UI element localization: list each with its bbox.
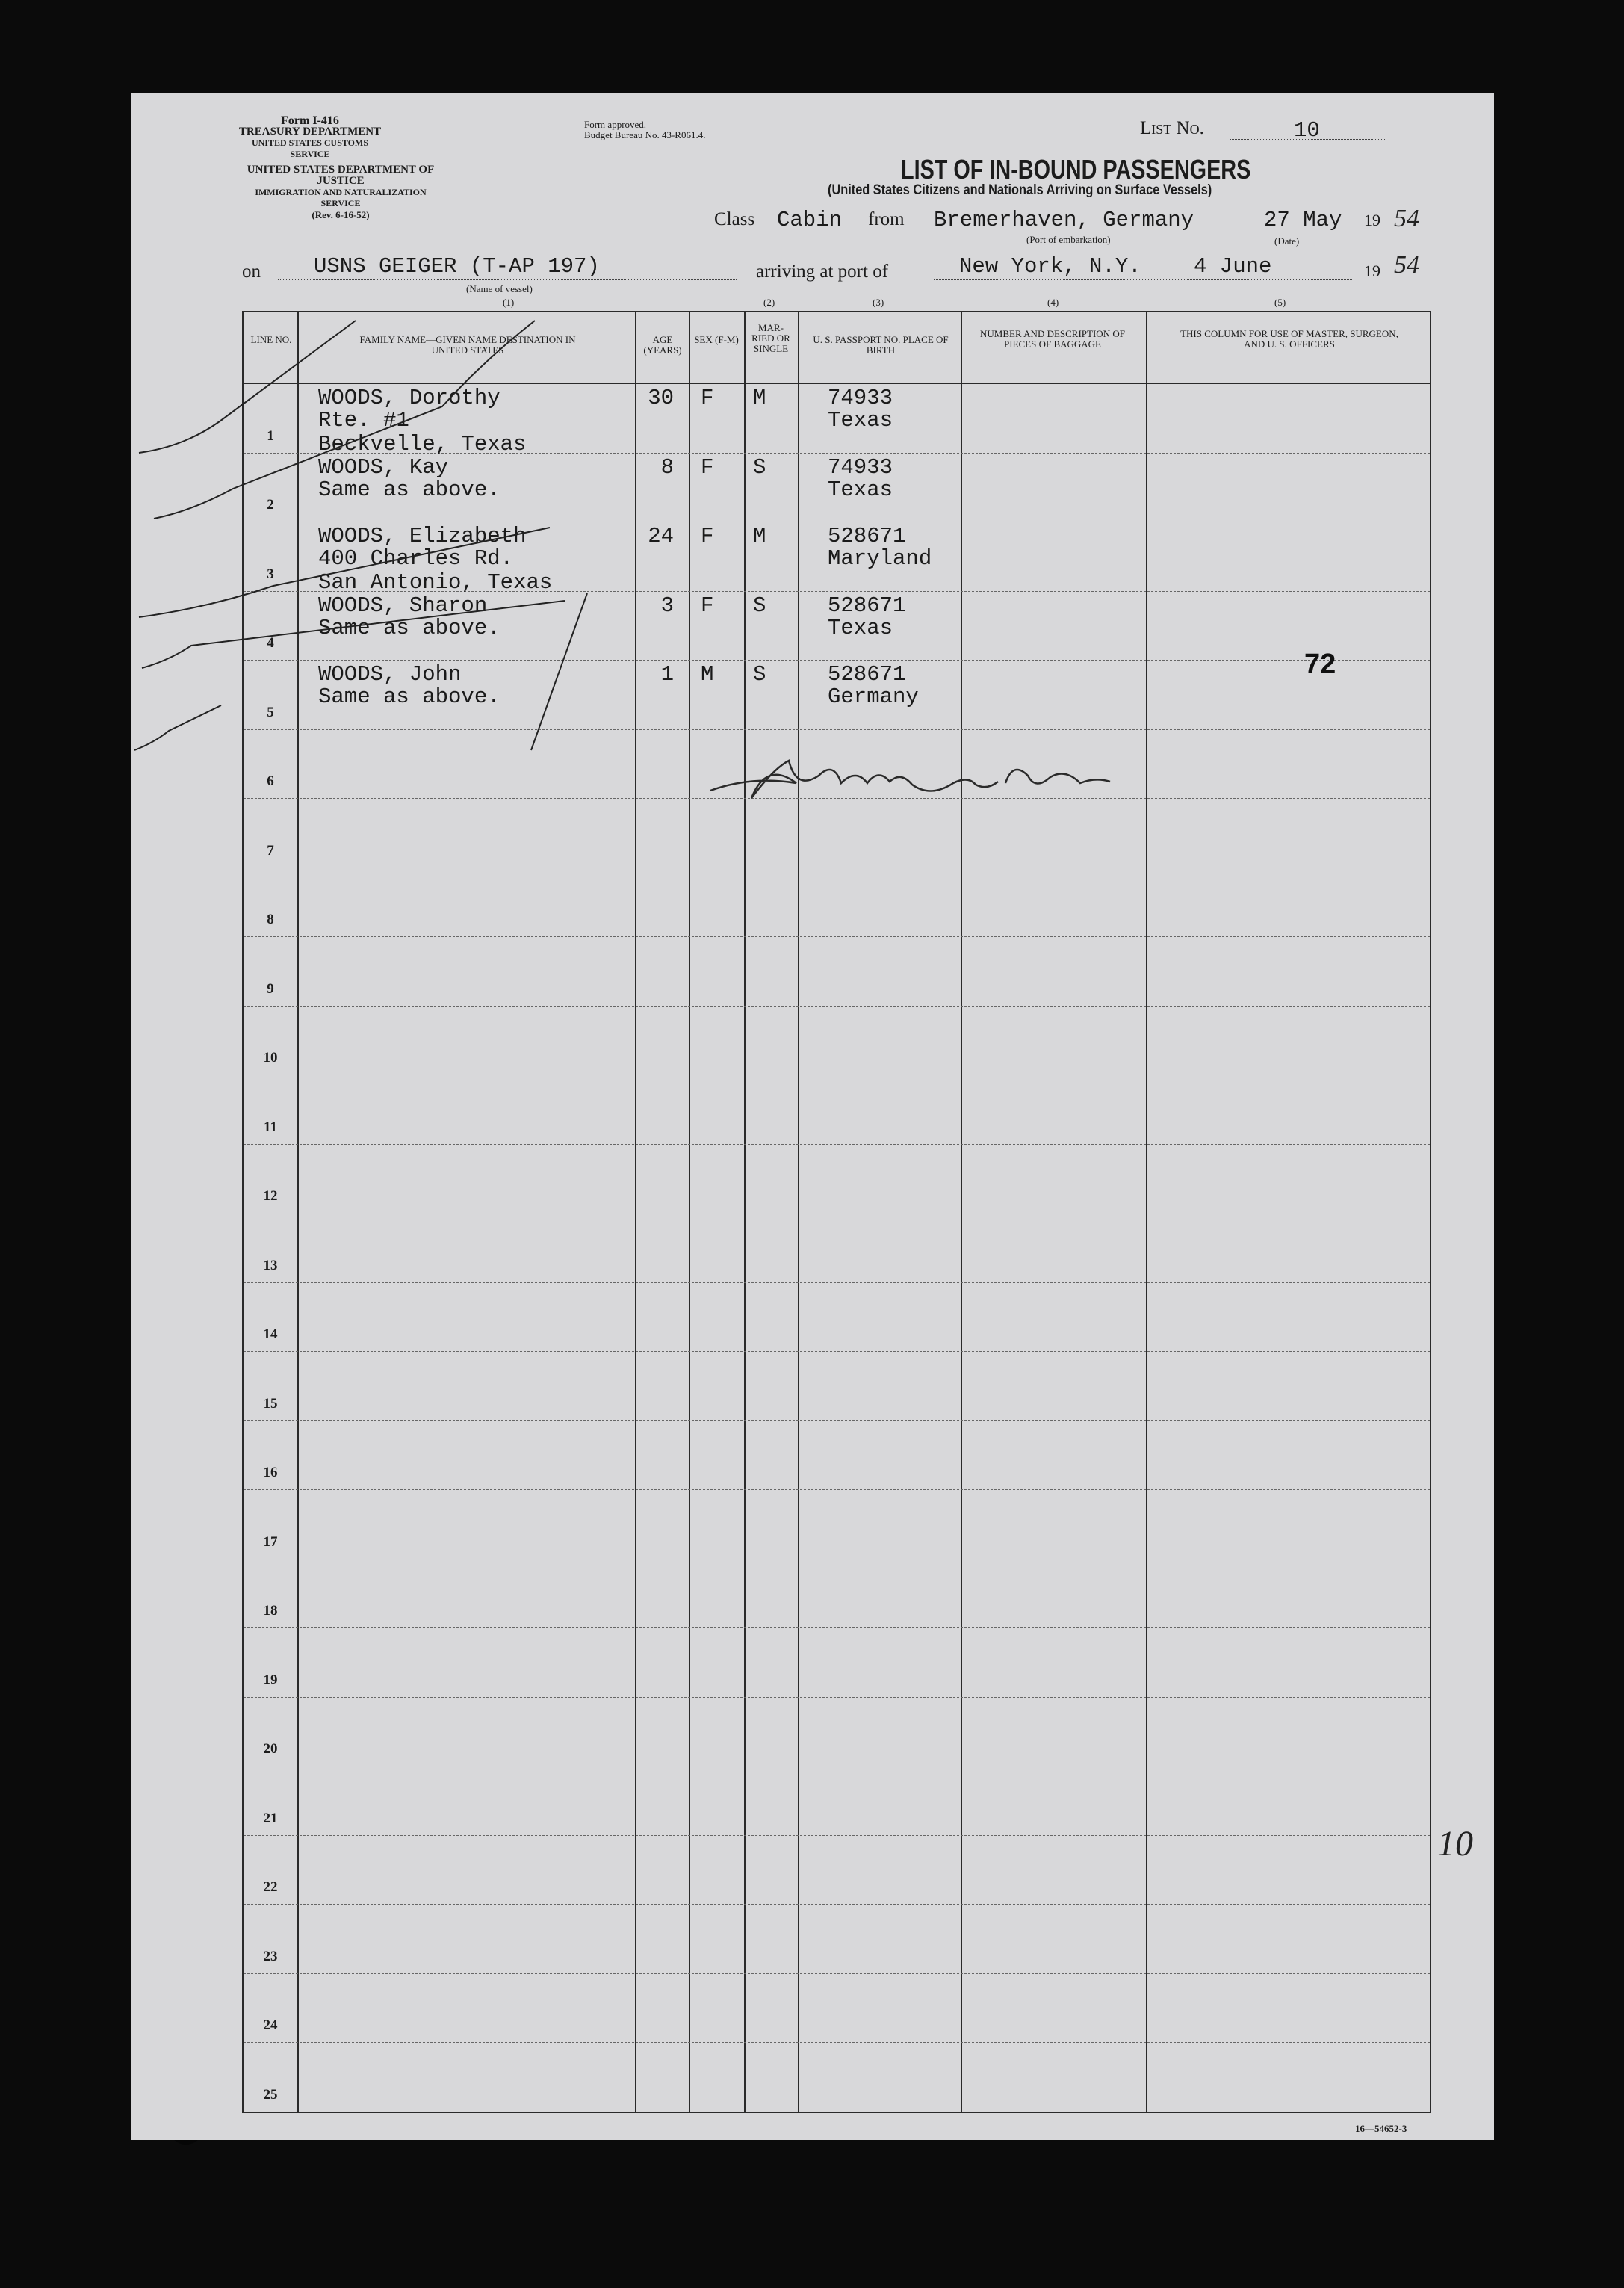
port-embark-caption: (Port of embarkation) [1026, 234, 1111, 245]
header-married: MAR-RIED OR SINGLE [751, 322, 790, 354]
header-baggage: NUMBER AND DESCRIPTION OF PIECES OF BAGGAGE [980, 328, 1125, 350]
stamp-number: 72 [1304, 649, 1336, 680]
passenger-marital-status: S [753, 593, 766, 618]
check-mark-line-3 [139, 528, 553, 617]
line-number: 6 [267, 773, 274, 789]
passenger-address-line-1: Same as above. [318, 477, 500, 502]
treasury-label: TREASURY DEPARTMENT [238, 126, 382, 137]
from-value: Bremerhaven, Germany [934, 208, 1194, 232]
passenger-address-line-1: Same as above. [318, 684, 500, 709]
check-mark-line-2 [154, 321, 535, 519]
line-number: 16 [263, 1465, 278, 1480]
arrival-port: New York, N.Y. [959, 254, 1141, 279]
line-number: 7 [267, 842, 274, 859]
passport-number: 74933 [828, 454, 893, 480]
line-number: 24 [263, 2018, 278, 2033]
budget-label: Budget Bureau No. 43-R061.4. [584, 129, 706, 140]
place-of-birth: Texas [828, 477, 893, 502]
arriving-label: arriving at port of [756, 262, 889, 282]
vessel-name: USNS GEIGER (T-AP 197) [314, 254, 600, 279]
footer-code: 16—54652-3 [1355, 2123, 1407, 2134]
passport-number: 74933 [828, 386, 893, 410]
column-number-1: (1) [503, 297, 515, 308]
form-number: Form I-416 [281, 114, 339, 127]
line-number: 3 [267, 566, 274, 582]
year-value-1: 54 [1394, 205, 1419, 232]
passenger-age: 1 [660, 662, 674, 687]
passenger-address-line-2: Beckvelle, Texas [318, 432, 527, 457]
vertical-stroke [531, 593, 587, 750]
list-no-value: 10 [1294, 118, 1320, 143]
line-number: 22 [263, 1879, 278, 1895]
line-number: 10 [263, 1050, 278, 1066]
form-title: LIST OF IN-BOUND PASSENGERS [901, 154, 1251, 185]
passenger-age: 30 [648, 386, 674, 410]
passenger-sex: F [701, 524, 714, 548]
line-number: 15 [263, 1395, 278, 1412]
immigration-label: IMMIGRATION AND NATURALIZATION SERVICE [255, 187, 427, 208]
line-number: 11 [264, 1119, 277, 1135]
column-number-4: (4) [1047, 297, 1059, 308]
header-line-no: LINE NO. [250, 334, 292, 345]
line-number: 20 [263, 1741, 278, 1757]
header-officers: THIS COLUMN FOR USE OF MASTER, SURGEON, AND U. S. OFFICERS [1180, 328, 1398, 350]
line-number: 21 [263, 1810, 278, 1826]
line-number: 23 [263, 1948, 278, 1964]
date-caption: (Date) [1274, 235, 1300, 247]
line-number: 17 [263, 1533, 278, 1550]
passenger-name: WOODS, John [318, 662, 462, 687]
place-of-birth: Maryland [828, 546, 932, 571]
line-number: 25 [263, 2086, 278, 2103]
passport-number: 528671 [828, 662, 906, 687]
line-number: 9 [267, 980, 274, 997]
on-label: on [242, 262, 261, 282]
passenger-sex: M [701, 662, 714, 687]
check-mark-line-5 [134, 705, 221, 750]
year-value-2: 54 [1394, 251, 1419, 279]
departure-date: 27 May [1264, 208, 1342, 232]
list-no-label: List No. [1140, 118, 1204, 138]
header-sex: SEX (F-M) [694, 334, 739, 345]
place-of-birth: Texas [828, 615, 893, 640]
passenger-name: WOODS, Sharon [318, 593, 488, 618]
officer-signature [707, 746, 1125, 813]
customs-label: UNITED STATES CUSTOMS SERVICE [251, 137, 369, 159]
line-number: 13 [263, 1257, 278, 1273]
approved-label: Form approved. [584, 119, 647, 130]
year-prefix-1: 19 [1364, 211, 1380, 229]
header-age: AGE (YEARS) [643, 334, 682, 356]
passenger-marital-status: M [753, 524, 766, 548]
passenger-sex: F [701, 593, 714, 618]
line-number: 1 [267, 427, 274, 444]
passenger-marital-status: M [753, 386, 766, 410]
header-name: FAMILY NAME—GIVEN NAME DESTINATION IN UNITED STATES [359, 334, 576, 356]
from-label: from [868, 209, 905, 229]
class-value: Cabin [777, 208, 843, 232]
line-number: 8 [267, 912, 274, 927]
column-number-3: (3) [873, 297, 884, 308]
header-passport: U. S. PASSPORT NO. PLACE OF BIRTH [813, 334, 949, 356]
column-number-5: (5) [1274, 297, 1286, 308]
arrival-date: 4 June [1194, 254, 1272, 279]
revision-label: (Rev. 6-16-52) [312, 209, 370, 220]
passenger-marital-status: S [753, 662, 766, 687]
justice-label: UNITED STATES DEPARTMENT OF JUSTICE [247, 164, 435, 187]
place-of-birth: Texas [828, 408, 893, 433]
passenger-address-line-1: 400 Charles Rd. [318, 546, 514, 571]
form-subtitle: (United States Citizens and Nationals Arriving on Surface Vessels) [828, 182, 1212, 198]
passport-number: 528671 [828, 593, 906, 618]
line-number: 2 [267, 497, 274, 513]
form-sheet [131, 93, 1494, 2140]
passenger-age: 8 [660, 454, 674, 480]
margin-number: 10 [1437, 1824, 1473, 1864]
passenger-name: WOODS, Elizabeth [318, 524, 527, 548]
line-number: 4 [267, 635, 274, 651]
pen-marks [131, 93, 1494, 2140]
line-number: 5 [267, 704, 274, 720]
passenger-address-line-2: San Antonio, Texas [318, 570, 553, 595]
passenger-name: WOODS, Dorothy [318, 386, 500, 410]
line-number: 12 [263, 1188, 278, 1204]
passenger-age: 3 [660, 593, 674, 618]
passenger-address-line-1: Same as above. [318, 615, 500, 640]
place-of-birth: Germany [828, 684, 919, 709]
year-prefix-2: 19 [1364, 262, 1380, 280]
passenger-address-line-1: Rte. #1 [318, 408, 409, 433]
line-number: 14 [263, 1326, 278, 1342]
passenger-sex: F [701, 454, 714, 480]
line-number: 19 [263, 1672, 278, 1688]
vessel-caption: (Name of vessel) [466, 283, 533, 294]
check-mark-line-4 [142, 601, 565, 668]
check-mark-line-1 [139, 321, 356, 453]
passport-number: 528671 [828, 524, 906, 548]
class-label: Class [714, 209, 755, 229]
passenger-marital-status: S [753, 454, 766, 480]
line-number: 18 [263, 1603, 278, 1618]
passenger-sex: F [701, 386, 714, 410]
column-number-2: (2) [763, 297, 775, 308]
passenger-name: WOODS, Kay [318, 454, 449, 480]
passenger-age: 24 [648, 524, 674, 548]
